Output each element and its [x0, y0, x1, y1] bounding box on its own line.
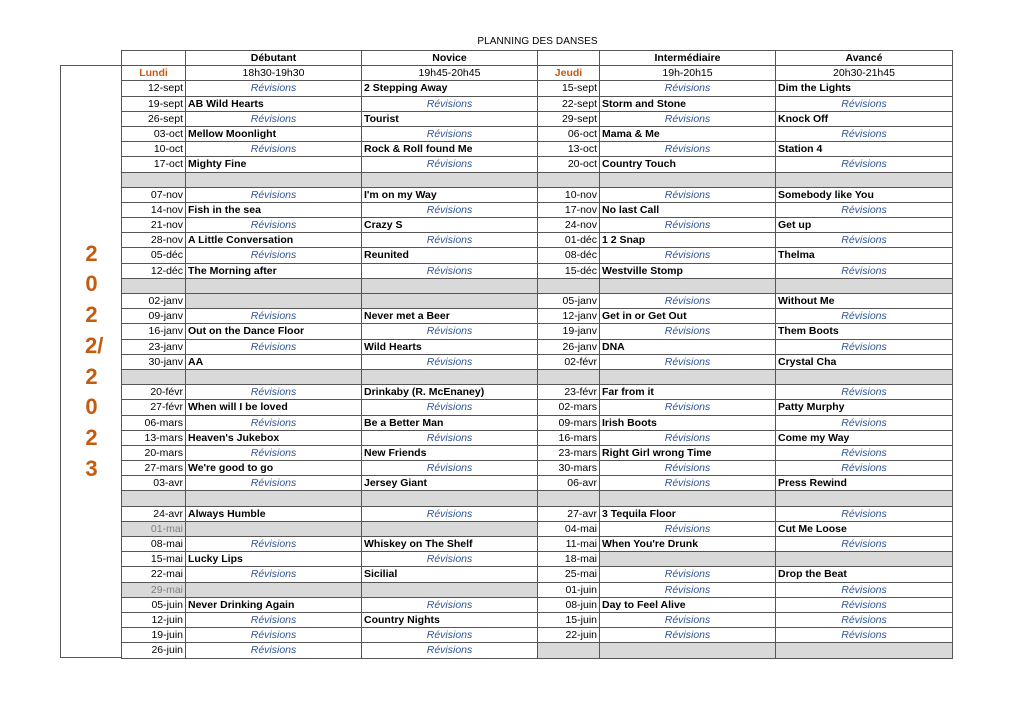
novice-cell: Crazy S: [362, 218, 538, 233]
separator-cell: [122, 370, 186, 385]
thursday-date-cell: 25-mai: [538, 567, 600, 582]
intermediaire-cell: Révisions: [600, 294, 776, 309]
thursday-date-cell: 23-mars: [538, 446, 600, 461]
debutant-cell: Révisions: [186, 446, 362, 461]
avance-cell: Révisions: [776, 157, 953, 172]
novice-cell: Révisions: [362, 355, 538, 370]
intermediaire-cell: Révisions: [600, 112, 776, 127]
avance-cell: Révisions: [776, 416, 953, 431]
thursday-date-cell: 27-avr: [538, 507, 600, 522]
novice-cell: New Friends: [362, 446, 538, 461]
debutant-cell: AA: [186, 355, 362, 370]
separator-cell: [600, 173, 776, 188]
avance-cell: Get up: [776, 218, 953, 233]
novice-cell: Wild Hearts: [362, 340, 538, 355]
avance-cell: Them Boots: [776, 324, 953, 339]
monday-date-cell: 27-mars: [122, 461, 186, 476]
avance-cell: Knock Off: [776, 112, 953, 127]
debutant-cell: [186, 583, 362, 598]
separator-cell: [538, 173, 600, 188]
novice-cell: Reunited: [362, 248, 538, 263]
monday-date-cell: 02-janv: [122, 294, 186, 309]
debutant-cell: Révisions: [186, 112, 362, 127]
monday-date-cell: 24-avr: [122, 507, 186, 522]
novice-cell: Révisions: [362, 97, 538, 112]
separator-cell: [362, 370, 538, 385]
debutant-cell: [186, 522, 362, 537]
separator-cell: [362, 173, 538, 188]
monday-date-cell: 08-mai: [122, 537, 186, 552]
novice-cell: Révisions: [362, 127, 538, 142]
intermediaire-cell: 1 2 Snap: [600, 233, 776, 248]
avance-cell: [776, 643, 953, 658]
separator-cell: [600, 279, 776, 294]
thursday-date-cell: 18-mai: [538, 552, 600, 567]
thursday-date-cell: 02-mars: [538, 400, 600, 415]
intermediaire-cell: Révisions: [600, 522, 776, 537]
thursday-date-cell: 10-nov: [538, 188, 600, 203]
novice-cell: Never met a Beer: [362, 309, 538, 324]
separator-cell: [538, 279, 600, 294]
separator-cell: [122, 173, 186, 188]
avance-cell: Révisions: [776, 537, 953, 552]
debutant-cell: Révisions: [186, 218, 362, 233]
separator-cell: [122, 279, 186, 294]
debutant-cell: AB Wild Hearts: [186, 97, 362, 112]
novice-cell: Révisions: [362, 643, 538, 658]
header-empty-cell: [538, 51, 600, 66]
debutant-cell: Révisions: [186, 340, 362, 355]
avance-cell: Révisions: [776, 127, 953, 142]
monday-date-cell: 26-sept: [122, 112, 186, 127]
avance-cell: Révisions: [776, 97, 953, 112]
intermediaire-cell: Révisions: [600, 142, 776, 157]
novice-cell: Sicilial: [362, 567, 538, 582]
intermediaire-cell: Right Girl wrong Time: [600, 446, 776, 461]
avance-cell: Drop the Beat: [776, 567, 953, 582]
season-year-label: 2022/2023: [85, 240, 104, 481]
thursday-date-cell: 01-déc: [538, 233, 600, 248]
novice-cell: 2 Stepping Away: [362, 81, 538, 96]
separator-cell: [186, 173, 362, 188]
novice-cell: Country Nights: [362, 613, 538, 628]
intermediaire-cell: Révisions: [600, 81, 776, 96]
separator-cell: [186, 370, 362, 385]
separator-cell: [776, 370, 953, 385]
novice-cell: Révisions: [362, 598, 538, 613]
avance-cell: Dim the Lights: [776, 81, 953, 96]
thursday-date-cell: 22-juin: [538, 628, 600, 643]
novice-cell: Révisions: [362, 628, 538, 643]
debutant-cell: Révisions: [186, 416, 362, 431]
intermediaire-cell: Révisions: [600, 355, 776, 370]
intermediaire-cell: Irish Boots: [600, 416, 776, 431]
monday-date-cell: 19-sept: [122, 97, 186, 112]
debutant-cell: [186, 294, 362, 309]
monday-date-cell: 12-juin: [122, 613, 186, 628]
avance-cell: Révisions: [776, 233, 953, 248]
avance-cell: Station 4: [776, 142, 953, 157]
debutant-cell: Révisions: [186, 476, 362, 491]
novice-cell: Révisions: [362, 507, 538, 522]
thursday-date-cell: 01-juin: [538, 583, 600, 598]
debutant-cell: Mighty Fine: [186, 157, 362, 172]
thursday-date-cell: 26-janv: [538, 340, 600, 355]
debutant-cell: Révisions: [186, 248, 362, 263]
monday-date-cell: 05-juin: [122, 598, 186, 613]
thursday-date-cell: 04-mai: [538, 522, 600, 537]
monday-date-cell: 16-janv: [122, 324, 186, 339]
thursday-date-cell: 08-déc: [538, 248, 600, 263]
separator-cell: [122, 491, 186, 506]
intermediaire-cell: No last Call: [600, 203, 776, 218]
separator-cell: [362, 279, 538, 294]
monday-date-cell: 03-oct: [122, 127, 186, 142]
level-header-intermediaire: Intermédiaire: [600, 51, 776, 66]
intermediaire-cell: Révisions: [600, 461, 776, 476]
novice-cell: I'm on my Way: [362, 188, 538, 203]
debutant-cell: Révisions: [186, 567, 362, 582]
monday-date-cell: 27-févr: [122, 400, 186, 415]
avance-cell: [776, 552, 953, 567]
separator-cell: [776, 279, 953, 294]
thursday-date-cell: 15-sept: [538, 81, 600, 96]
novice-cell: Jersey Giant: [362, 476, 538, 491]
level-header-novice: Novice: [362, 51, 538, 66]
avance-cell: Révisions: [776, 628, 953, 643]
thursday-date-cell: 11-mai: [538, 537, 600, 552]
thursday-date-cell: 06-oct: [538, 127, 600, 142]
intermediaire-cell: Country Touch: [600, 157, 776, 172]
time-avance: 20h30-21h45: [776, 66, 953, 81]
novice-cell: [362, 294, 538, 309]
thursday-date-cell: 30-mars: [538, 461, 600, 476]
avance-cell: Révisions: [776, 598, 953, 613]
intermediaire-cell: Day to Feel Alive: [600, 598, 776, 613]
header-empty-cell: [122, 51, 186, 66]
monday-date-cell: 14-nov: [122, 203, 186, 218]
separator-cell: [776, 173, 953, 188]
intermediaire-cell: [600, 643, 776, 658]
debutant-cell: Révisions: [186, 142, 362, 157]
debutant-cell: Never Drinking Again: [186, 598, 362, 613]
novice-cell: Whiskey on The Shelf: [362, 537, 538, 552]
monday-label: Lundi: [122, 66, 186, 81]
debutant-cell: Révisions: [186, 537, 362, 552]
debutant-cell: Révisions: [186, 188, 362, 203]
intermediaire-cell: Révisions: [600, 583, 776, 598]
separator-cell: [538, 370, 600, 385]
monday-date-cell: 22-mai: [122, 567, 186, 582]
novice-cell: Be a Better Man: [362, 416, 538, 431]
thursday-date-cell: 23-févr: [538, 385, 600, 400]
avance-cell: Révisions: [776, 613, 953, 628]
thursday-date-cell: 13-oct: [538, 142, 600, 157]
avance-cell: Press Rewind: [776, 476, 953, 491]
intermediaire-cell: Révisions: [600, 400, 776, 415]
separator-cell: [600, 370, 776, 385]
avance-cell: Without Me: [776, 294, 953, 309]
page-title: PLANNING DES DANSES: [477, 36, 598, 47]
thursday-date-cell: 24-nov: [538, 218, 600, 233]
novice-cell: Rock & Roll found Me: [362, 142, 538, 157]
thursday-date-cell: 17-nov: [538, 203, 600, 218]
avance-cell: Thelma: [776, 248, 953, 263]
avance-cell: Somebody like You: [776, 188, 953, 203]
intermediaire-cell: Storm and Stone: [600, 97, 776, 112]
avance-cell: Révisions: [776, 507, 953, 522]
monday-date-cell: 15-mai: [122, 552, 186, 567]
intermediaire-cell: Révisions: [600, 567, 776, 582]
avance-cell: Patty Murphy: [776, 400, 953, 415]
novice-cell: [362, 522, 538, 537]
novice-cell: Révisions: [362, 157, 538, 172]
intermediaire-cell: Révisions: [600, 431, 776, 446]
avance-cell: Come my Way: [776, 431, 953, 446]
thursday-date-cell: 12-janv: [538, 309, 600, 324]
novice-cell: Révisions: [362, 461, 538, 476]
avance-cell: Révisions: [776, 461, 953, 476]
thursday-date-cell: 05-janv: [538, 294, 600, 309]
debutant-cell: A Little Conversation: [186, 233, 362, 248]
thursday-date-cell: 22-sept: [538, 97, 600, 112]
thursday-date-cell: 19-janv: [538, 324, 600, 339]
intermediaire-cell: Révisions: [600, 324, 776, 339]
intermediaire-cell: Révisions: [600, 628, 776, 643]
debutant-cell: The Morning after: [186, 264, 362, 279]
debutant-cell: Révisions: [186, 643, 362, 658]
thursday-date-cell: 08-juin: [538, 598, 600, 613]
thursday-date-cell: 09-mars: [538, 416, 600, 431]
intermediaire-cell: Mama & Me: [600, 127, 776, 142]
thursday-date-cell: [538, 643, 600, 658]
time-intermediaire: 19h-20h15: [600, 66, 776, 81]
monday-date-cell: 06-mars: [122, 416, 186, 431]
novice-cell: Révisions: [362, 203, 538, 218]
debutant-cell: Révisions: [186, 628, 362, 643]
monday-date-cell: 07-nov: [122, 188, 186, 203]
monday-date-cell: 23-janv: [122, 340, 186, 355]
novice-cell: Révisions: [362, 552, 538, 567]
monday-date-cell: 12-sept: [122, 81, 186, 96]
debutant-cell: We're good to go: [186, 461, 362, 476]
avance-cell: Révisions: [776, 264, 953, 279]
monday-date-cell: 13-mars: [122, 431, 186, 446]
avance-cell: Révisions: [776, 340, 953, 355]
intermediaire-cell: Révisions: [600, 188, 776, 203]
avance-cell: Révisions: [776, 446, 953, 461]
intermediaire-cell: Révisions: [600, 248, 776, 263]
monday-date-cell: 05-déc: [122, 248, 186, 263]
avance-cell: Révisions: [776, 583, 953, 598]
level-header-avance: Avancé: [776, 51, 953, 66]
monday-date-cell: 30-janv: [122, 355, 186, 370]
time-novice: 19h45-20h45: [362, 66, 538, 81]
avance-cell: Révisions: [776, 203, 953, 218]
avance-cell: Révisions: [776, 385, 953, 400]
monday-date-cell: 12-déc: [122, 264, 186, 279]
debutant-cell: Révisions: [186, 81, 362, 96]
monday-date-cell: 20-févr: [122, 385, 186, 400]
monday-date-cell: 01-mai: [122, 522, 186, 537]
monday-date-cell: 03-avr: [122, 476, 186, 491]
separator-cell: [776, 491, 953, 506]
monday-date-cell: 09-janv: [122, 309, 186, 324]
debutant-cell: Lucky Lips: [186, 552, 362, 567]
separator-cell: [538, 491, 600, 506]
intermediaire-cell: Westville Stomp: [600, 264, 776, 279]
separator-cell: [600, 491, 776, 506]
avance-cell: Crystal Cha: [776, 355, 953, 370]
monday-date-cell: 29-mai: [122, 583, 186, 598]
intermediaire-cell: When You're Drunk: [600, 537, 776, 552]
debutant-cell: Révisions: [186, 385, 362, 400]
monday-date-cell: 21-nov: [122, 218, 186, 233]
time-debutant: 18h30-19h30: [186, 66, 362, 81]
monday-date-cell: 20-mars: [122, 446, 186, 461]
novice-cell: Révisions: [362, 264, 538, 279]
debutant-cell: Mellow Moonlight: [186, 127, 362, 142]
intermediaire-cell: [600, 552, 776, 567]
thursday-date-cell: 15-juin: [538, 613, 600, 628]
intermediaire-cell: DNA: [600, 340, 776, 355]
intermediaire-cell: Révisions: [600, 218, 776, 233]
monday-date-cell: 26-juin: [122, 643, 186, 658]
intermediaire-cell: Révisions: [600, 476, 776, 491]
novice-cell: [362, 583, 538, 598]
thursday-date-cell: 16-mars: [538, 431, 600, 446]
novice-cell: Tourist: [362, 112, 538, 127]
thursday-date-cell: 29-sept: [538, 112, 600, 127]
novice-cell: Révisions: [362, 233, 538, 248]
intermediaire-cell: 3 Tequila Floor: [600, 507, 776, 522]
separator-cell: [186, 279, 362, 294]
debutant-cell: Heaven's Jukebox: [186, 431, 362, 446]
separator-cell: [186, 491, 362, 506]
debutant-cell: Révisions: [186, 613, 362, 628]
novice-cell: Révisions: [362, 324, 538, 339]
novice-cell: Révisions: [362, 431, 538, 446]
monday-date-cell: 10-oct: [122, 142, 186, 157]
avance-cell: Révisions: [776, 309, 953, 324]
monday-date-cell: 28-nov: [122, 233, 186, 248]
debutant-cell: Fish in the sea: [186, 203, 362, 218]
dance-schedule-table: [121, 50, 953, 659]
separator-cell: [362, 491, 538, 506]
thursday-date-cell: 06-avr: [538, 476, 600, 491]
avance-cell: Cut Me Loose: [776, 522, 953, 537]
intermediaire-cell: Far from it: [600, 385, 776, 400]
intermediaire-cell: Révisions: [600, 613, 776, 628]
season-year-column: [60, 65, 122, 658]
thursday-date-cell: 02-févr: [538, 355, 600, 370]
debutant-cell: Out on the Dance Floor: [186, 324, 362, 339]
level-header-debutant: Débutant: [186, 51, 362, 66]
debutant-cell: Always Humble: [186, 507, 362, 522]
debutant-cell: When will I be loved: [186, 400, 362, 415]
thursday-date-cell: 20-oct: [538, 157, 600, 172]
thursday-label: Jeudi: [538, 66, 600, 81]
monday-date-cell: 19-juin: [122, 628, 186, 643]
intermediaire-cell: Get in or Get Out: [600, 309, 776, 324]
novice-cell: Révisions: [362, 400, 538, 415]
novice-cell: Drinkaby (R. McEnaney): [362, 385, 538, 400]
debutant-cell: Révisions: [186, 309, 362, 324]
monday-date-cell: 17-oct: [122, 157, 186, 172]
thursday-date-cell: 15-déc: [538, 264, 600, 279]
